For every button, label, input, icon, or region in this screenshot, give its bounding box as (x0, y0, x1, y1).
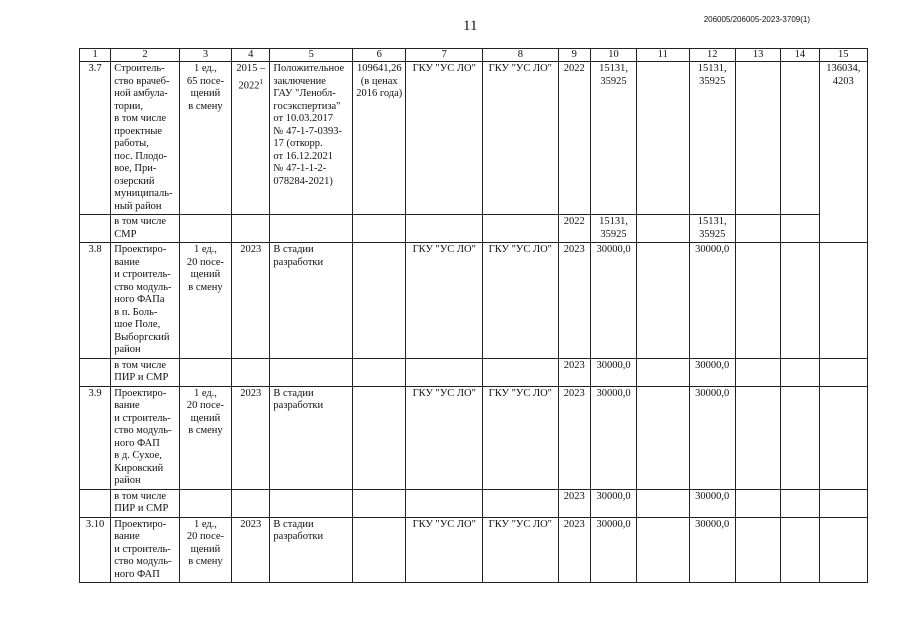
col-12-amount: 30000,0 (689, 386, 735, 489)
column-number: 3 (179, 49, 231, 62)
capacity: 1 ед., 65 посе- щений в смену (179, 62, 231, 215)
year: 2023 (558, 358, 590, 386)
investment-table (79, 48, 868, 583)
column-number: 6 (353, 49, 406, 62)
estimated-cost (353, 489, 406, 517)
col-14 (781, 489, 819, 517)
column-number: 9 (558, 49, 590, 62)
year: 2022 (558, 62, 590, 215)
expertise: В стадии разработки (270, 243, 353, 359)
col-12-amount: 30000,0 (689, 517, 735, 583)
col-11 (637, 358, 689, 386)
customer (406, 358, 483, 386)
customer: ГКУ "УС ЛО" (406, 386, 483, 489)
column-number: 12 (689, 49, 735, 62)
estimated-cost: 109641,26 (в ценах 2016 года) (353, 62, 406, 215)
year: 2023 (558, 386, 590, 489)
row-number: 3.8 (80, 243, 111, 359)
year: 2022 (558, 215, 590, 243)
col-14 (781, 358, 819, 386)
estimated-cost (353, 243, 406, 359)
developer (483, 489, 559, 517)
developer: ГКУ "УС ЛО" (483, 517, 559, 583)
column-number: 11 (637, 49, 689, 62)
years (232, 358, 270, 386)
capacity: 1 ед., 20 посе- щений в смену (179, 517, 231, 583)
col-14 (781, 62, 819, 215)
document-id: 206005/206005-2023-3709(1) (703, 15, 810, 24)
expertise: В стадии разработки (270, 517, 353, 583)
capacity (179, 215, 231, 243)
col-14 (781, 215, 819, 243)
expertise: Положительное заключение ГАУ "Ленобл- госэкспертиза" от 10.03.2017 № 47-1-7-0393- 17 (откорр. от 16.12.2021 № 47-1-1-2- 078284-2021) (270, 62, 353, 215)
column-number: 1 (80, 49, 111, 62)
sub-label: в том числе СМР (111, 215, 180, 243)
capacity: 1 ед., 20 посе- щений в смену (179, 243, 231, 359)
col-14 (781, 386, 819, 489)
total-amount: 30000,0 (590, 243, 636, 359)
col-13 (735, 62, 780, 215)
column-number: 5 (270, 49, 353, 62)
column-numbers-row (80, 49, 868, 62)
customer: ГКУ "УС ЛО" (406, 243, 483, 359)
col-15 (819, 358, 867, 386)
developer: ГКУ "УС ЛО" (483, 243, 559, 359)
col-13 (735, 215, 780, 243)
customer (406, 215, 483, 243)
years (232, 62, 270, 215)
col-11 (637, 386, 689, 489)
col-13 (735, 489, 780, 517)
table-row (80, 243, 868, 359)
column-number: 4 (232, 49, 270, 62)
object-name: Проектиро- вание и строитель- ство модуль- ного ФАП (111, 517, 180, 583)
col-15 (819, 386, 867, 489)
column-number: 10 (590, 49, 636, 62)
table-row (80, 215, 868, 243)
col-14 (781, 243, 819, 359)
developer: ГКУ "УС ЛО" (483, 62, 559, 215)
object-name: Строитель- ство врачеб- ной амбула- тории, в том числе проектные работы, пос. Плодо- вое, При- озерский муниципаль- ный район (111, 62, 180, 215)
col-15 (819, 489, 867, 517)
expertise (270, 358, 353, 386)
col-13 (735, 386, 780, 489)
developer (483, 358, 559, 386)
total-amount: 15131, 35925 (590, 215, 636, 243)
row-number (80, 489, 111, 517)
row-number (80, 358, 111, 386)
object-name: Проектиро- вание и строитель- ство модуль- ного ФАП в д. Сухое, Кировский район (111, 386, 180, 489)
capacity (179, 358, 231, 386)
col-12-amount: 30000,0 (689, 358, 735, 386)
col-15 (819, 243, 867, 359)
sub-label: в том числе ПИР и СМР (111, 489, 180, 517)
years (232, 215, 270, 243)
col-11 (637, 215, 689, 243)
estimated-cost (353, 215, 406, 243)
expertise (270, 215, 353, 243)
table-row (80, 517, 868, 583)
years: 2023 (232, 243, 270, 359)
column-number: 7 (406, 49, 483, 62)
col-11 (637, 517, 689, 583)
estimated-cost (353, 358, 406, 386)
estimated-cost (353, 517, 406, 583)
column-number: 13 (735, 49, 780, 62)
column-number: 15 (819, 49, 867, 62)
expertise: В стадии разработки (270, 386, 353, 489)
years-value: 2015 – 2022 (236, 63, 266, 91)
row-number: 3.10 (80, 517, 111, 583)
col-11 (637, 62, 689, 215)
customer (406, 489, 483, 517)
col-15-amount: 136034, 4203 (819, 62, 867, 243)
year: 2023 (558, 489, 590, 517)
col-11 (637, 489, 689, 517)
total-amount: 30000,0 (590, 358, 636, 386)
col-13 (735, 358, 780, 386)
col-11 (637, 243, 689, 359)
capacity (179, 489, 231, 517)
column-number: 14 (781, 49, 819, 62)
col-12-amount: 15131, 35925 (689, 215, 735, 243)
table-row (80, 489, 868, 517)
object-name: Проектиро- вание и строитель- ство модуль- ного ФАПа в п. Боль- шое Поле, Выборгский район (111, 243, 180, 359)
column-number: 2 (111, 49, 180, 62)
col-13 (735, 517, 780, 583)
table-row (80, 62, 868, 215)
col-12-amount: 30000,0 (689, 243, 735, 359)
years: 2023 (232, 517, 270, 583)
years (232, 489, 270, 517)
total-amount: 30000,0 (590, 489, 636, 517)
col-12-amount: 30000,0 (689, 489, 735, 517)
total-amount: 30000,0 (590, 386, 636, 489)
total-amount: 30000,0 (590, 517, 636, 583)
customer: ГКУ "УС ЛО" (406, 62, 483, 215)
table-row (80, 358, 868, 386)
col-13 (735, 243, 780, 359)
developer: ГКУ "УС ЛО" (483, 386, 559, 489)
year: 2023 (558, 243, 590, 359)
capacity: 1 ед., 20 посе- щений в смену (179, 386, 231, 489)
row-number (80, 215, 111, 243)
column-number: 8 (483, 49, 559, 62)
table-row (80, 386, 868, 489)
customer: ГКУ "УС ЛО" (406, 517, 483, 583)
estimated-cost (353, 386, 406, 489)
sub-label: в том числе ПИР и СМР (111, 358, 180, 386)
developer (483, 215, 559, 243)
row-number: 3.7 (80, 62, 111, 215)
expertise (270, 489, 353, 517)
page-number: 11 (463, 18, 478, 34)
years: 2023 (232, 386, 270, 489)
year: 2023 (558, 517, 590, 583)
col-12-amount: 15131, 35925 (689, 62, 735, 215)
total-amount: 15131, 35925 (590, 62, 636, 215)
footnote-mark: 1 (259, 77, 264, 86)
col-14 (781, 517, 819, 583)
row-number: 3.9 (80, 386, 111, 489)
col-15 (819, 517, 867, 583)
